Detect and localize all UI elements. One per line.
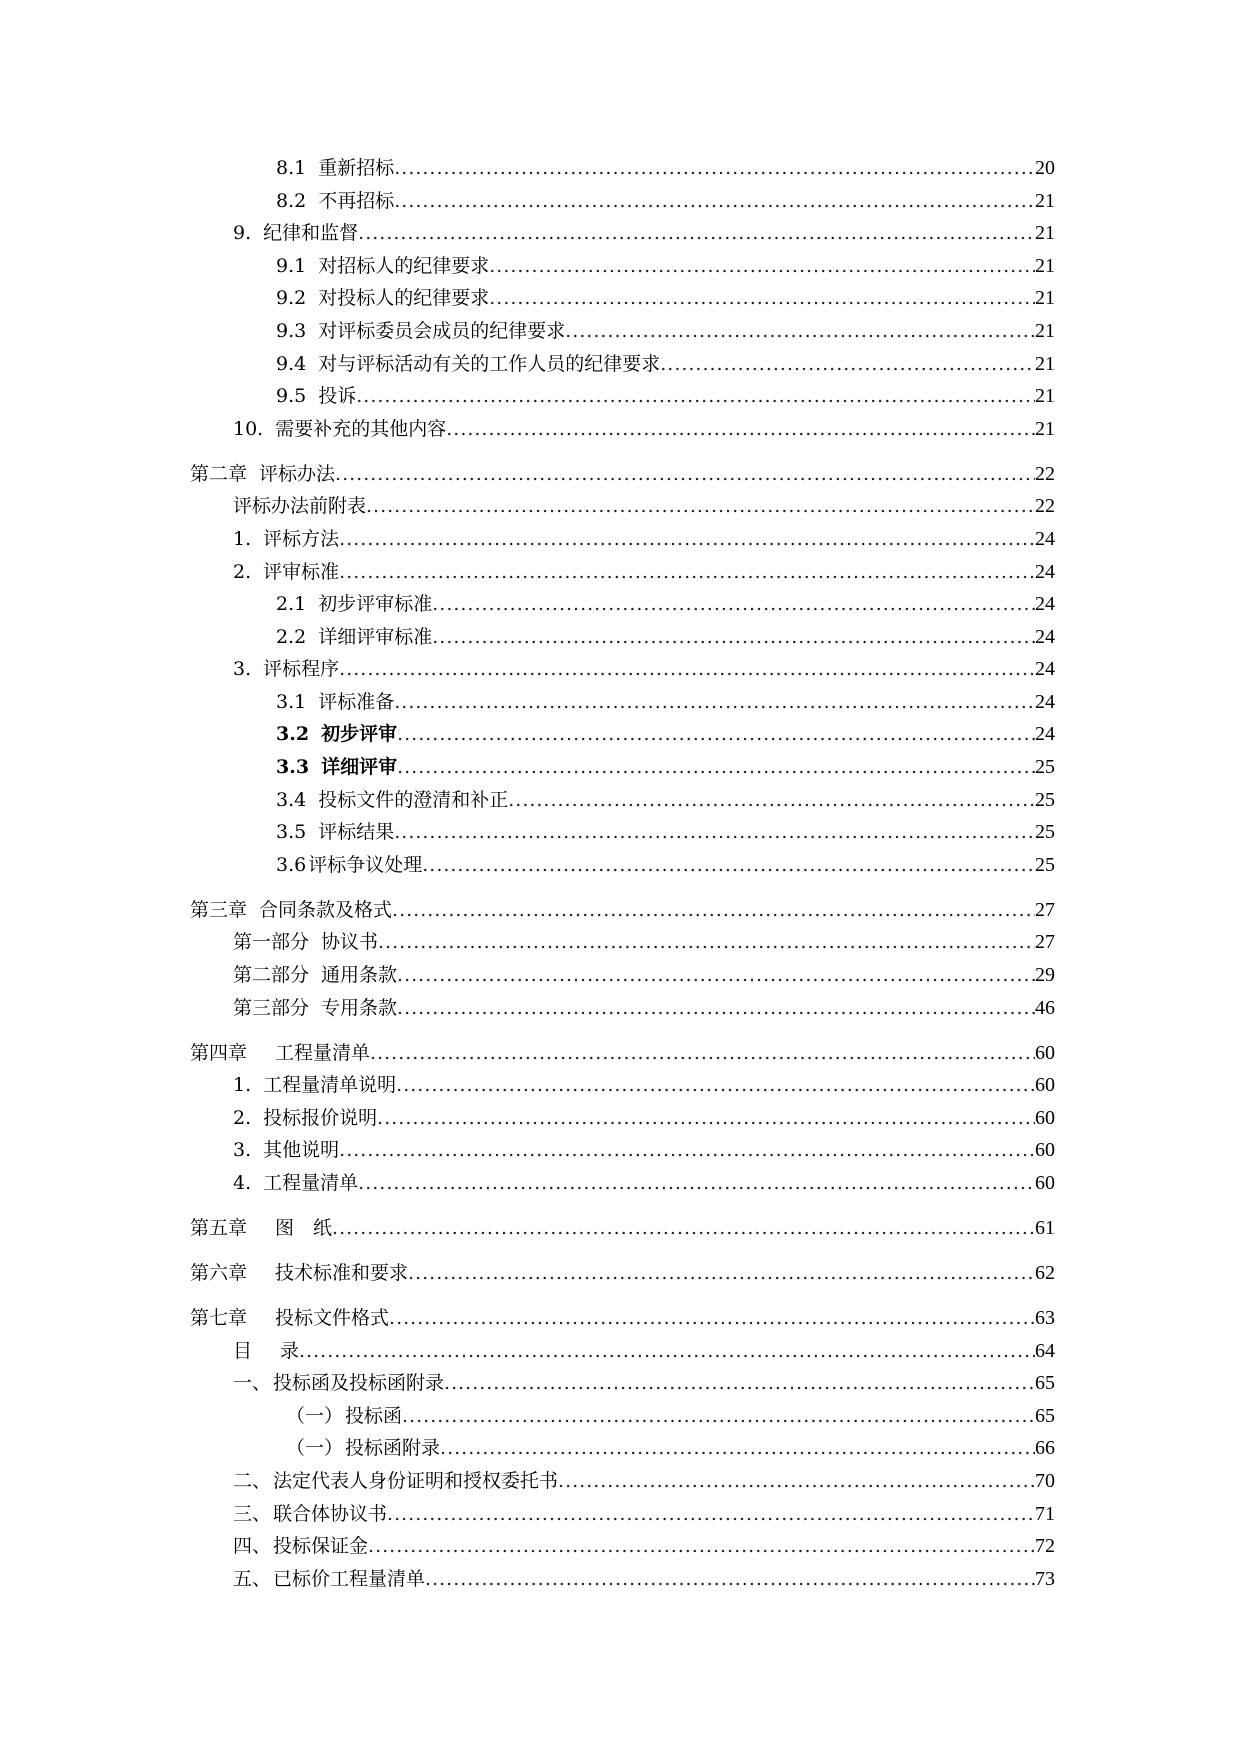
dot-leader — [397, 751, 1035, 784]
dot-leader — [394, 686, 1035, 719]
dot-leader — [368, 1530, 1035, 1563]
toc-entry[interactable] — [0, 992, 1055, 1025]
toc-entry-title: 投标函 — [345, 1404, 403, 1427]
toc-entry[interactable] — [0, 217, 1055, 250]
dot-leader — [394, 816, 1035, 849]
toc-entry-page-number: 25 — [1035, 853, 1055, 876]
toc-entry-page-number: 70 — [1035, 1469, 1055, 1492]
toc-entry-number: 3.2 — [276, 723, 310, 746]
toc-entry-number: 一、 — [233, 1372, 272, 1395]
dot-leader — [299, 1335, 1035, 1368]
toc-entry[interactable] — [0, 282, 1055, 315]
dot-leader — [565, 315, 1035, 348]
toc-entry-page-number: 22 — [1035, 462, 1055, 485]
dot-leader — [358, 217, 1035, 250]
toc-entry-page-number: 24 — [1035, 658, 1055, 681]
toc-entry-number: 第六章 — [190, 1261, 248, 1284]
toc-entry-number: 2.2 — [276, 625, 307, 648]
toc-chapter-entry[interactable] — [0, 1212, 1055, 1245]
dot-leader — [378, 926, 1035, 959]
dot-leader — [396, 1069, 1035, 1102]
dot-leader — [432, 588, 1035, 621]
toc-entry[interactable] — [0, 1400, 1055, 1433]
toc-entry[interactable] — [0, 718, 1055, 751]
toc-entry-page-number: 65 — [1035, 1404, 1055, 1427]
toc-entry[interactable] — [0, 1134, 1055, 1167]
dot-leader — [446, 413, 1035, 446]
toc-entry-title: 投标函及投标函附录 — [273, 1372, 445, 1395]
dot-leader — [370, 1037, 1035, 1070]
toc-entry-title: 评标准备 — [318, 690, 395, 713]
toc-entry-title: 纪律和监督 — [263, 222, 359, 245]
toc-entry-number: 10. — [233, 417, 264, 440]
toc-entry[interactable] — [0, 523, 1055, 556]
dot-leader — [358, 1167, 1035, 1200]
dot-leader — [422, 849, 1035, 882]
toc-entry-number: 第七章 — [190, 1306, 248, 1329]
dot-leader — [660, 348, 1035, 381]
toc-entry-title: 图 纸 — [275, 1216, 333, 1239]
toc-entry-title: 合同条款及格式 — [259, 898, 393, 921]
toc-entry[interactable] — [0, 621, 1055, 654]
toc-entry[interactable] — [0, 653, 1055, 686]
toc-entry-page-number: 21 — [1035, 352, 1055, 375]
toc-entry[interactable] — [0, 784, 1055, 817]
toc-entry-page-number: 21 — [1035, 254, 1055, 277]
toc-entry-page-number: 25 — [1035, 821, 1055, 844]
toc-entry[interactable] — [0, 588, 1055, 621]
toc-entry-number: 3.6 — [276, 853, 307, 876]
toc-entry-title: 详细评审标准 — [318, 625, 433, 648]
toc-entry[interactable] — [0, 816, 1055, 849]
toc-entry-number: 9.5 — [276, 385, 307, 408]
toc-entry[interactable] — [0, 1367, 1055, 1400]
table-of-contents — [0, 152, 1241, 1595]
dot-leader — [402, 1400, 1035, 1433]
toc-entry-page-number: 60 — [1035, 1074, 1055, 1097]
toc-entry-title: 投标文件的澄清和补正 — [318, 788, 509, 811]
toc-entry[interactable] — [0, 1530, 1055, 1563]
toc-entry-title: 评标办法 — [259, 462, 336, 485]
toc-entry-title: 投标文件格式 — [275, 1306, 390, 1329]
toc-entry-title: 对评标委员会成员的纪律要求 — [318, 319, 566, 342]
toc-entry-title: 投标保证金 — [273, 1535, 369, 1558]
dot-leader — [377, 1102, 1035, 1135]
toc-entry-title: 通用条款 — [321, 964, 398, 987]
toc-entry-page-number: 60 — [1035, 1139, 1055, 1162]
toc-entry-title: 对与评标活动有关的工作人员的纪律要求 — [318, 352, 661, 375]
dot-leader — [335, 458, 1035, 491]
toc-entry-title: 评标争议处理 — [308, 853, 423, 876]
toc-entry-title: 工程量清单 — [263, 1171, 359, 1194]
dot-leader — [339, 556, 1035, 589]
toc-entry[interactable] — [0, 556, 1055, 589]
dot-leader — [394, 152, 1035, 185]
toc-chapter-entry[interactable] — [0, 1037, 1055, 1070]
toc-entry-page-number: 64 — [1035, 1339, 1055, 1362]
toc-entry-number: 9.1 — [276, 254, 307, 277]
toc-entry-page-number: 24 — [1035, 593, 1055, 616]
toc-entry-number: 9. — [233, 222, 252, 245]
dot-leader — [332, 1212, 1035, 1245]
toc-entry[interactable] — [0, 490, 1055, 523]
toc-entry-title: 投标函附录 — [345, 1437, 441, 1460]
toc-entry-number: 第二部分 — [233, 964, 310, 987]
toc-entry-number: 9.2 — [276, 287, 307, 310]
toc-entry-title: 评标方法 — [263, 527, 340, 550]
toc-entry-number: 1. — [233, 1074, 252, 1097]
toc-entry-title: 初步评审标准 — [318, 593, 433, 616]
toc-entry-number: 3.5 — [276, 821, 307, 844]
toc-entry-page-number: 46 — [1035, 996, 1055, 1019]
toc-entry-title: 详细评审 — [321, 756, 398, 779]
toc-entry[interactable] — [0, 849, 1055, 882]
toc-entry-page-number: 62 — [1035, 1261, 1055, 1284]
toc-entry[interactable] — [0, 686, 1055, 719]
toc-entry-number: 3.3 — [276, 756, 310, 779]
toc-entry-title: 投标报价说明 — [263, 1106, 378, 1129]
dot-leader — [392, 894, 1035, 927]
toc-entry[interactable] — [0, 380, 1055, 413]
toc-entry-page-number: 73 — [1035, 1567, 1055, 1590]
toc-entry-number: 9.3 — [276, 319, 307, 342]
toc-entry-page-number: 24 — [1035, 527, 1055, 550]
toc-entry-title: 评标程序 — [263, 658, 340, 681]
toc-entry-title: 工程量清单说明 — [263, 1074, 397, 1097]
dot-leader — [397, 959, 1035, 992]
toc-entry[interactable] — [0, 1465, 1055, 1498]
toc-entry[interactable] — [0, 413, 1055, 446]
toc-entry-number: 第一部分 — [233, 931, 310, 954]
toc-entry-number: 三、 — [233, 1502, 272, 1525]
toc-entry[interactable] — [0, 1498, 1055, 1531]
toc-entry-title: 联合体协议书 — [273, 1502, 388, 1525]
toc-entry-number: 4. — [233, 1171, 252, 1194]
toc-entry-page-number: 29 — [1035, 964, 1055, 987]
toc-entry[interactable] — [0, 1563, 1055, 1596]
dot-leader — [397, 992, 1035, 1025]
toc-entry-title: 重新招标 — [318, 157, 395, 179]
toc-entry-number: 2. — [233, 560, 252, 583]
dot-leader — [489, 250, 1035, 283]
toc-entry[interactable] — [0, 959, 1055, 992]
dot-leader — [440, 1432, 1035, 1465]
dot-leader — [394, 185, 1035, 218]
toc-entry-page-number: 20 — [1035, 157, 1055, 179]
dot-leader — [356, 380, 1035, 413]
toc-entry-page-number: 65 — [1035, 1372, 1055, 1395]
dot-leader — [408, 1257, 1035, 1290]
toc-entry[interactable] — [0, 348, 1055, 381]
toc-entry-page-number: 21 — [1035, 287, 1055, 310]
toc-entry-page-number: 27 — [1035, 898, 1055, 921]
toc-entry-title: 已标价工程量清单 — [273, 1567, 426, 1590]
toc-entry-number: 第二章 — [190, 462, 248, 485]
toc-entry[interactable] — [0, 152, 1055, 185]
dot-leader — [489, 282, 1035, 315]
toc-entry-page-number: 25 — [1035, 788, 1055, 811]
dot-leader — [425, 1563, 1035, 1596]
toc-entry-title: 评标结果 — [318, 821, 395, 844]
toc-entry[interactable] — [0, 250, 1055, 283]
toc-entry-title: 初步评审 — [321, 723, 398, 746]
dot-leader — [339, 653, 1035, 686]
toc-entry[interactable] — [0, 185, 1055, 218]
toc-entry-page-number: 24 — [1035, 690, 1055, 713]
dot-leader — [432, 621, 1035, 654]
toc-entry-number: 第五章 — [190, 1216, 248, 1239]
dot-leader — [508, 784, 1035, 817]
toc-entry-title: 协议书 — [321, 931, 379, 954]
dot-leader — [558, 1465, 1035, 1498]
toc-entry-page-number: 21 — [1035, 319, 1055, 342]
toc-entry-page-number: 60 — [1035, 1106, 1055, 1129]
toc-chapter-entry[interactable] — [0, 1257, 1055, 1290]
toc-entry-number: 8.2 — [276, 189, 307, 212]
toc-entry-number: 3. — [233, 1139, 252, 1162]
toc-entry-title: 其他说明 — [263, 1139, 340, 1162]
toc-entry-page-number: 21 — [1035, 385, 1055, 408]
toc-entry-title: 需要补充的其他内容 — [275, 417, 447, 440]
toc-chapter-entry[interactable] — [0, 894, 1055, 927]
toc-entry-title: 评审标准 — [263, 560, 340, 583]
toc-entry[interactable] — [0, 926, 1055, 959]
toc-entry-page-number: 25 — [1035, 756, 1055, 779]
toc-entry[interactable] — [0, 1102, 1055, 1135]
toc-entry-number: 2. — [233, 1106, 252, 1129]
toc-entry-title: 对投标人的纪律要求 — [318, 287, 490, 310]
toc-entry-number: 第三章 — [190, 898, 248, 921]
toc-entry-title: 评标办法前附表 — [233, 495, 367, 518]
toc-entry-title: 法定代表人身份证明和授权委托书 — [273, 1469, 559, 1492]
toc-entry-number: 目 — [233, 1339, 253, 1362]
dot-leader — [339, 523, 1035, 556]
toc-chapter-entry[interactable] — [0, 458, 1055, 491]
toc-entry-number: 第三部分 — [233, 996, 310, 1019]
toc-entry-page-number: 24 — [1035, 625, 1055, 648]
toc-entry-page-number: 71 — [1035, 1502, 1055, 1525]
toc-entry-page-number: 61 — [1035, 1216, 1055, 1239]
toc-entry-number: 1. — [233, 527, 252, 550]
toc-entry-page-number: 27 — [1035, 931, 1055, 954]
dot-leader — [339, 1134, 1035, 1167]
toc-entry-number: 3.4 — [276, 788, 307, 811]
toc-entry[interactable] — [0, 1335, 1055, 1368]
toc-entry-page-number: 22 — [1035, 495, 1055, 518]
toc-entry-page-number: 21 — [1035, 417, 1055, 440]
toc-entry[interactable] — [0, 1167, 1055, 1200]
toc-entry-page-number: 24 — [1035, 560, 1055, 583]
dot-leader — [444, 1367, 1035, 1400]
toc-entry-title: 专用条款 — [321, 996, 398, 1019]
toc-entry[interactable] — [0, 315, 1055, 348]
toc-entry-number: 2.1 — [276, 593, 307, 616]
dot-leader — [389, 1302, 1035, 1335]
toc-entry[interactable] — [0, 751, 1055, 784]
toc-entry-page-number: 24 — [1035, 723, 1055, 746]
toc-entry-title: 工程量清单 — [275, 1041, 371, 1064]
toc-entry-number: 3. — [233, 658, 252, 681]
toc-entry-page-number: 21 — [1035, 222, 1055, 245]
toc-entry-number: 二、 — [233, 1469, 272, 1492]
toc-entry[interactable] — [0, 1069, 1055, 1102]
toc-entry-title: 投诉 — [318, 385, 357, 408]
toc-entry-number: 五、 — [233, 1567, 272, 1590]
toc-chapter-entry[interactable] — [0, 1302, 1055, 1335]
toc-entry-number: 9.4 — [276, 352, 307, 375]
toc-entry-title: 录 — [280, 1339, 300, 1362]
toc-entry-page-number: 60 — [1035, 1171, 1055, 1194]
toc-entry-number: 第四章 — [190, 1041, 248, 1064]
toc-entry-page-number: 72 — [1035, 1535, 1055, 1558]
toc-entry-number: 3.1 — [276, 690, 307, 713]
toc-entry-page-number: 21 — [1035, 189, 1055, 212]
toc-entry-page-number: 66 — [1035, 1437, 1055, 1460]
toc-entry-title: 不再招标 — [318, 189, 395, 212]
dot-leader — [366, 490, 1035, 523]
dot-leader — [387, 1498, 1035, 1531]
toc-entry-page-number: 60 — [1035, 1041, 1055, 1064]
toc-entry[interactable] — [0, 1432, 1055, 1465]
toc-entry-title: 对招标人的纪律要求 — [318, 254, 490, 277]
toc-entry-number: （一） — [286, 1437, 344, 1460]
toc-entry-title: 技术标准和要求 — [275, 1261, 409, 1284]
dot-leader — [397, 718, 1035, 751]
toc-entry-number: 四、 — [233, 1535, 272, 1558]
toc-entry-page-number: 63 — [1035, 1306, 1055, 1329]
toc-entry-number: （一） — [286, 1404, 344, 1427]
toc-entry-number: 8.1 — [276, 157, 307, 179]
